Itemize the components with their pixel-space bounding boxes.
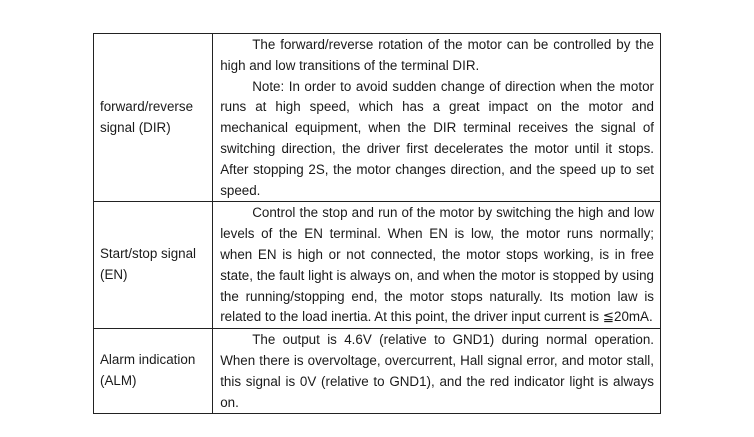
signal-name-cell — [94, 34, 213, 202]
signal-name: forward/reverse signal (DIR) — [100, 98, 194, 135]
signal-name-cell — [94, 202, 213, 329]
signal-name: Start/stop signal (EN) — [100, 246, 197, 283]
signal-description-table — [93, 33, 661, 414]
signal-description-cell — [213, 34, 661, 202]
description-paragraph: Note: In order to avoid sudden change of direction when the motor runs at high speed, which has a great impact on the motor and mechanical equipment, when the DIR terminal receives the signal of switching direction, the driver first decelerates the motor until it stops. After stopping 2S, the motor changes direction, and the speed up to set speed. — [220, 78, 654, 198]
table-row-dir — [94, 34, 661, 202]
signal-name: Alarm indication (ALM) — [100, 352, 196, 389]
description-paragraph: Control the stop and run of the motor by switching the high and low levels of the EN terminal. When EN is low, the motor runs normally; when EN is high or not connected, the motor stops working, is in free state, the fault light is always on, and when the motor is stopped by using the running/stopping end, the motor stops naturally. Its motion law is related to the load inertia. At this point, the driver input current is ≦20mA. — [220, 205, 654, 325]
signal-description-cell — [213, 329, 661, 414]
table-row-en — [94, 202, 661, 329]
signal-description-cell — [213, 202, 661, 329]
table-row-alm — [94, 329, 661, 414]
description-paragraph: The output is 4.6V (relative to GND1) during normal operation. When there is overvoltage, overcurrent, Hall signal error, and motor stall, this signal is 0V (relative to GND1), and the red indicator light is always on. — [220, 332, 654, 410]
signal-name-cell — [94, 329, 213, 414]
description-paragraph: The forward/reverse rotation of the motor can be controlled by the high and low transitions of the terminal DIR. — [220, 37, 654, 73]
